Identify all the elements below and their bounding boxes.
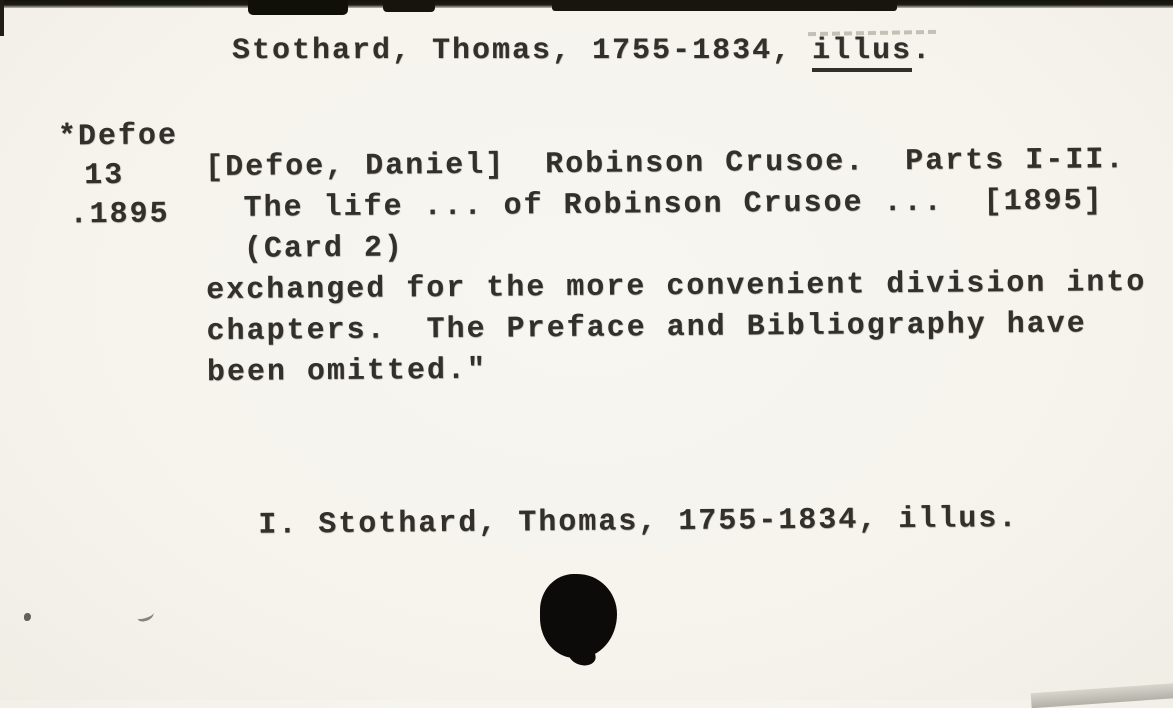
body-line-5: chapters. The Preface and Bibliography have (206, 307, 1087, 350)
tracing-line: I. Stothard, Thomas, 1755-1834, illus. (258, 502, 1019, 543)
heading-period: . (912, 34, 933, 68)
body-line-3: (Card 2) (243, 231, 405, 267)
body-line-2: The life ... of Robinson Crusoe ... [1895] (243, 184, 1104, 226)
body-line-6: been omitted." (206, 353, 488, 391)
body-line-1: [Defoe, Daniel] Robinson Crusoe. Parts I-II. (205, 143, 1126, 186)
call-number-line-1: *Defoe (57, 119, 179, 155)
heading-name: Stothard, Thomas, 1755-1834, (232, 34, 813, 68)
call-number-line-3: .1895 (69, 197, 170, 233)
call-number-line-2: 13 (84, 158, 125, 194)
punch-hole (540, 574, 617, 658)
heading-illus-underlined: illus (812, 34, 912, 72)
body-line-4: exchanged for the more convenient division into (206, 265, 1147, 309)
